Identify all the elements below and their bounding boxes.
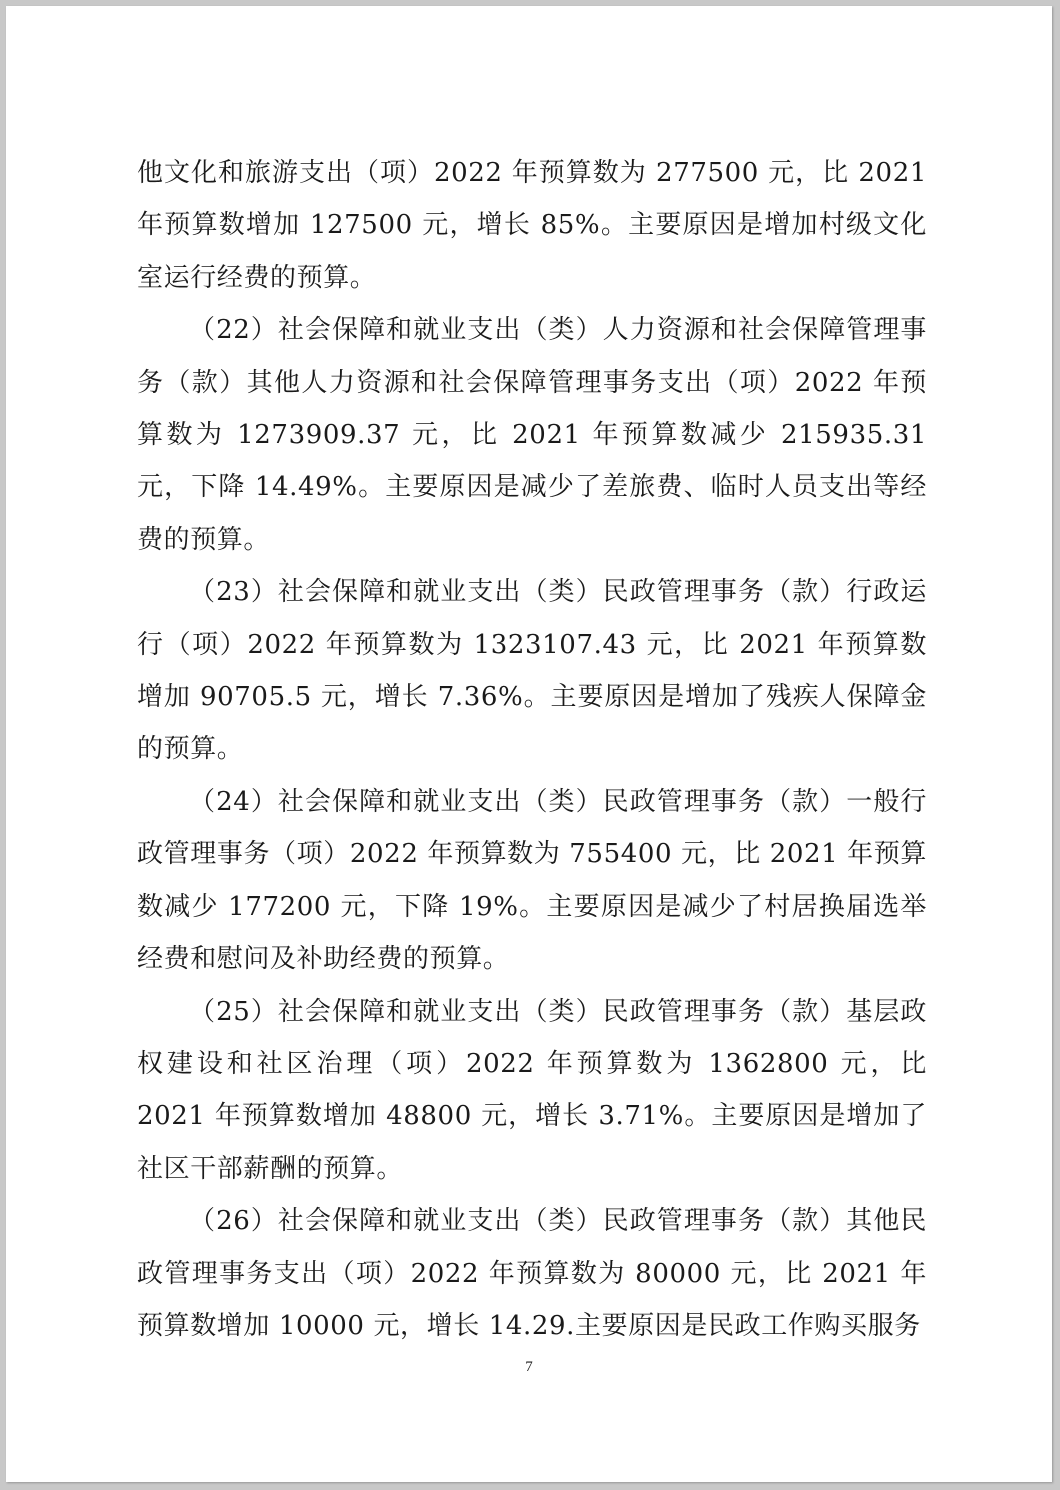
paragraph-item-22: （22）社会保障和就业支出（类）人力资源和社会保障管理事务（款）其他人力资源和社会保障管理事务支出（项）2022 年预算数为 1273909.37 元，比 2021 年预算数减少 215935.31 元，下降 14.49%。主要原因是减少了差旅费、临时人员支出等经费的预算。 bbox=[137, 315, 927, 555]
document-body bbox=[137, 147, 927, 1352]
paragraph-item-25: （25）社会保障和就业支出（类）民政管理事务（款）基层政权建设和社区治理（项）2022 年预算数为 1362800 元，比 2021 年预算数增加 48800 元，增长 3.71%。主要原因是增加了社区干部薪酬的预算。 bbox=[137, 996, 927, 1184]
paragraph-item-26: （26）社会保障和就业支出（类）民政管理事务（款）其他民政管理事务支出（项）2022 年预算数为 80000 元，比 2021 年预算数增加 10000 元，增长 14.29.主要原因是民政工作购买服务 bbox=[137, 1206, 927, 1341]
document-page bbox=[6, 6, 1052, 1482]
paragraph-continuation: 他文化和旅游支出（项）2022 年预算数为 277500 元，比 2021 年预算数增加 127500 元，增长 85%。主要原因是增加村级文化室运行经费的预算。 bbox=[137, 158, 927, 293]
paragraph-item-23: （23）社会保障和就业支出（类）民政管理事务（款）行政运行（项）2022 年预算数为 1323107.43 元，比 2021 年预算数增加 90705.5 元，增长 7.36%。主要原因是增加了残疾人保障金的预算。 bbox=[137, 577, 927, 765]
page-number: 7 bbox=[525, 1359, 533, 1375]
paragraph-item-24: （24）社会保障和就业支出（类）民政管理事务（款）一般行政管理事务（项）2022 年预算数为 755400 元，比 2021 年预算数减少 177200 元，下降 19%。主要原因是减少了村居换届选举经费和慰问及补助经费的预算。 bbox=[137, 786, 927, 975]
